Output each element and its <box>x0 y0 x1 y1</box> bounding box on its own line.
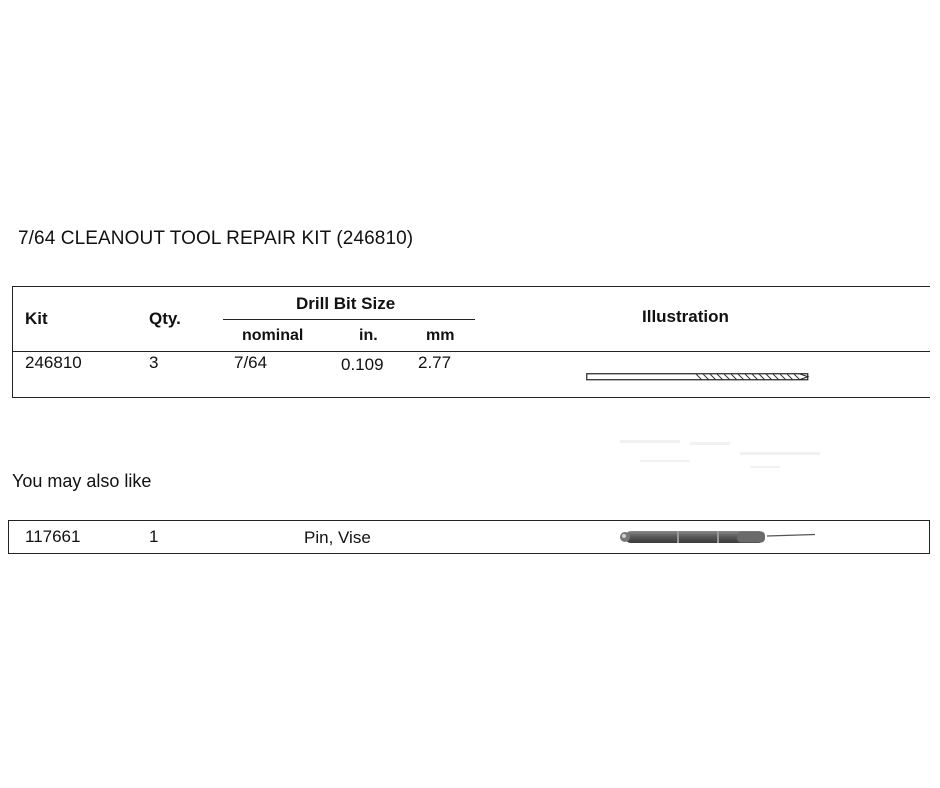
column-header-kit: Kit <box>25 309 48 328</box>
column-header-nominal: nominal <box>242 327 304 344</box>
cell-description: Pin, Vise <box>304 528 371 547</box>
pin-vise-icon <box>617 527 817 547</box>
kit-table <box>12 286 930 398</box>
faint-background-smudge <box>620 438 830 478</box>
cell-qty: 3 <box>149 353 159 372</box>
header-group-rule <box>223 319 475 320</box>
cell-in: 0.109 <box>341 355 384 374</box>
cell-nominal: 7/64 <box>234 353 268 372</box>
cell-qty: 1 <box>149 527 159 546</box>
drill-bit-icon <box>586 371 812 383</box>
page-title: 7/64 CLEANOUT TOOL REPAIR KIT (246810) <box>18 228 414 249</box>
cell-mm: 2.77 <box>418 353 452 372</box>
column-header-qty: Qty. <box>149 309 181 328</box>
column-header-mm: mm <box>426 327 455 344</box>
you-may-also-like-heading: You may also like <box>12 471 152 491</box>
column-header-illustration: Illustration <box>642 307 729 326</box>
column-header-drill-bit-size: Drill Bit Size <box>296 294 396 313</box>
cell-kit: 246810 <box>25 353 82 372</box>
cell-part-number: 117661 <box>25 527 81 546</box>
column-header-in: in. <box>359 327 378 344</box>
header-divider <box>13 351 930 352</box>
related-products-table <box>8 520 930 554</box>
